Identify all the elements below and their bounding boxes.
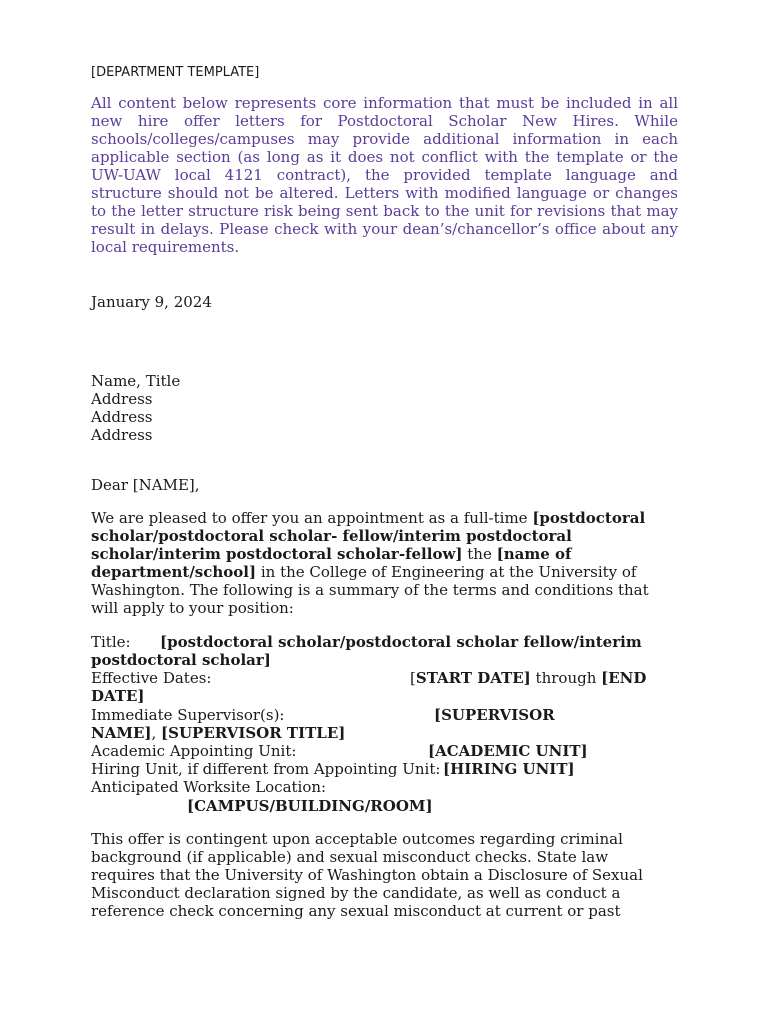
title-value: [postdoctoral scholar/postdoctoral scholar fellow/interim — [160, 633, 642, 651]
title-label: Title: — [91, 633, 131, 651]
paragraph-line: Misconduct declaration signed by the candidate, as well as conduct a — [91, 884, 621, 902]
intro-line: will apply to your position: — [91, 599, 294, 617]
supervisor-title-placeholder: [SUPERVISOR TITLE] — [161, 724, 346, 742]
position-placeholder: [postdoctoral — [532, 509, 646, 527]
position-placeholder: scholar/interim postdoctoral scholar-fellow] — [91, 545, 463, 563]
supervisor-label: Immediate Supervisor(s): — [91, 706, 285, 724]
worksite-label: Anticipated Worksite Location: — [91, 778, 327, 796]
intro-text: the — [462, 545, 497, 563]
recipient-name-title: Name, Title — [91, 372, 181, 390]
intro-line — [91, 563, 636, 581]
position-placeholder: scholar/postdoctoral scholar- fellow/interim postdoctoral — [91, 527, 572, 545]
intro-text: in the College of Engineering at the University of — [256, 563, 637, 581]
intro-text: We are pleased to offer you an appointment as a full-time — [91, 509, 533, 527]
effective-dates-value — [410, 669, 646, 687]
salutation: Dear [NAME], — [91, 476, 200, 494]
notice-line: local requirements. — [91, 238, 240, 256]
paragraph-line: background (if applicable) and sexual misconduct checks. State law — [91, 848, 609, 866]
paragraph-line: requires that the University of Washington obtain a Disclosure of Sexual — [91, 866, 643, 884]
notice-line: to the letter structure risk being sent back to the unit for revisions that may — [91, 202, 678, 220]
intro-line — [91, 509, 645, 527]
notice-line: UW-UAW local 4121 contract), the provided template language and — [91, 166, 678, 184]
intro-line: Washington. The following is a summary of the terms and conditions that — [91, 581, 649, 599]
department-template-tag: [DEPARTMENT TEMPLATE] — [91, 65, 260, 80]
recipient-address: Address — [91, 408, 153, 426]
separator: , — [151, 724, 162, 742]
supervisor-value — [91, 724, 345, 742]
end-date-placeholder: DATE] — [91, 687, 145, 705]
start-date-placeholder: START DATE] — [415, 669, 531, 687]
paragraph-line: reference check concerning any sexual misconduct at current or past — [91, 902, 621, 920]
notice-line: new hire offer letters for Postdoctoral Scholar New Hires. While — [91, 112, 678, 130]
hiring-unit-placeholder: [HIRING UNIT] — [443, 760, 575, 778]
department-placeholder: department/school] — [91, 563, 257, 581]
recipient-address: Address — [91, 390, 153, 408]
hiring-unit-label: Hiring Unit, if different from Appointing Unit: — [91, 760, 441, 778]
notice-line: structure should not be altered. Letters with modified language or changes — [91, 184, 678, 202]
supervisor-placeholder: [SUPERVISOR — [434, 706, 555, 724]
notice-line: All content below represents core information that must be included in all — [91, 94, 678, 112]
paragraph-line: This offer is contingent upon acceptable outcomes regarding criminal — [91, 830, 623, 848]
notice-line: schools/colleges/campuses may provide additional information in each — [91, 130, 678, 148]
through-text: through — [530, 669, 602, 687]
supervisor-name-placeholder: NAME] — [91, 724, 152, 742]
notice-line: applicable section (as long as it does not conflict with the template or the — [91, 148, 678, 166]
letter-date: January 9, 2024 — [91, 293, 212, 311]
intro-line — [91, 545, 571, 563]
appointing-unit-label: Academic Appointing Unit: — [91, 742, 297, 760]
title-value: postdoctoral scholar] — [91, 651, 271, 669]
notice-line: result in delays. Please check with your dean’s/chancellor’s office about any — [91, 220, 678, 238]
end-date-placeholder: [END — [601, 669, 647, 687]
recipient-address: Address — [91, 426, 153, 444]
academic-unit-placeholder: [ACADEMIC UNIT] — [428, 742, 588, 760]
worksite-placeholder: [CAMPUS/BUILDING/ROOM] — [187, 797, 433, 815]
department-placeholder: [name of — [496, 545, 572, 563]
effective-dates-label: Effective Dates: — [91, 669, 212, 687]
bracket: [ — [410, 669, 416, 687]
